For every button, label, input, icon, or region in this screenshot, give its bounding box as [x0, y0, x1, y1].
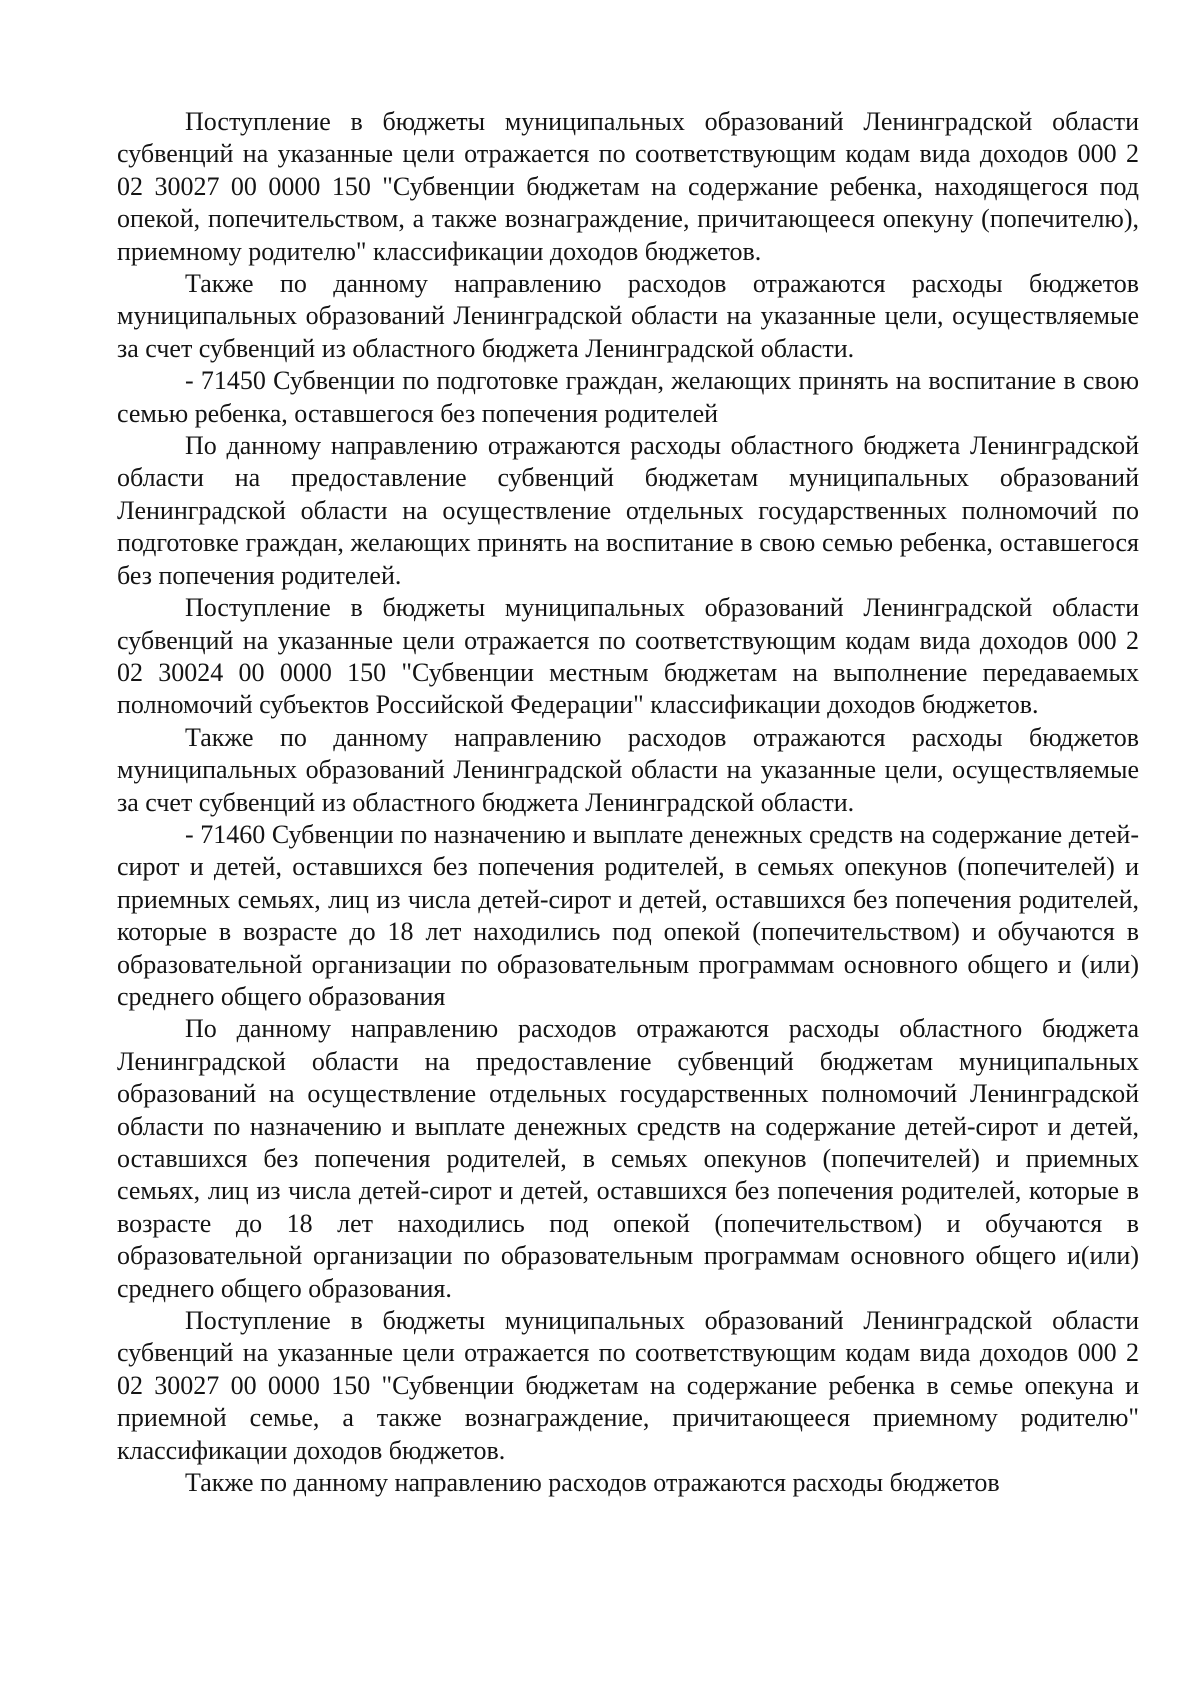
paragraph: Также по данному направлению расходов отражаются расходы бюджетов муниципальных образований Ленинградской области на указанные цели, осуществляемые за счет субвенций из областного бюджета Ленинградской области.: [117, 722, 1139, 817]
paragraph: Поступление в бюджеты муниципальных образований Ленинградской области субвенций на указанные цели отражается по соответствующим кодам вида доходов 000 2 02 30027 00 0000 150 "Субвенции бюджетам на содержание ребенка в семье опекуна и приемной семье, а также вознаграждение, причитающееся приемному родителю" классификации доходов бюджетов.: [117, 1306, 1139, 1465]
paragraph: Также по данному направлению расходов отражаются расходы бюджетов муниципальных образований Ленинградской области на указанные цели, осуществляемые за счет субвенций из областного бюджета Ленинградской области.: [117, 269, 1139, 363]
paragraph: По данному направлению отражаются расходы областного бюджета Ленинградской области на предоставление субвенций бюджетам муниципальных образований Ленинградской области на осуществление отдельных государственных полномочий по подготовке граждан, желающих принять на воспитание в свою семью ребенка, оставшегося без попечения родителей.: [117, 431, 1139, 590]
paragraph: По данному направлению расходов отражаются расходы областного бюджета Ленинградской области на предоставление субвенций бюджетам муниципальных образований на осуществление отдельных государственных полномочий Ленинградской области по назначению и выплате денежных средств на содержание детей-сирот и детей, оставшихся без попечения родителей, в семьях опекунов (попечителей) и приемных семьях, лиц из числа детей-сирот и детей, оставшихся без попечения родителей, которые в возрасте до 18 лет находились под опекой (попечительством) и обучаются в образовательной организации по образовательным программам основного общего и(или) среднего общего образования.: [117, 1014, 1139, 1303]
paragraph: Также по данному направлению расходов отражаются расходы бюджетов: [185, 1468, 1000, 1498]
paragraph: Поступление в бюджеты муниципальных образований Ленинградской области субвенций на указанные цели отражается по соответствующим кодам вида доходов 000 2 02 30027 00 0000 150 "Субвенции бюджетам на содержание ребенка, находящегося под опекой, попечительством, а также вознаграждение, причитающееся опекуну (попечителю), приемному родителю" классификации доходов бюджетов.: [117, 107, 1139, 266]
paragraph: - 71450 Субвенции по подготовке граждан, желающих принять на воспитание в свою семью ребенка, оставшегося без попечения родителей: [117, 366, 1139, 428]
paragraph: - 71460 Субвенции по назначению и выплате денежных средств на содержание детей-сирот и детей, оставшихся без попечения родителей, в семьях опекунов (попечителей) и приемных семьях, лиц из числа детей-сирот и детей, оставшихся без попечения родителей, которые в возрасте до 18 лет находились под опекой (попечительством) и обучаются в образовательной организации по образовательным программам основного общего и (или) среднего общего образования: [117, 819, 1139, 1011]
paragraph: Поступление в бюджеты муниципальных образований Ленинградской области субвенций на указанные цели отражается по соответствующим кодам вида доходов 000 2 02 30024 00 0000 150 "Субвенции местным бюджетам на выполнение передаваемых полномочий субъектов Российской Федерации" классификации доходов бюджетов.: [117, 593, 1139, 720]
document-page: [117, 106, 1139, 1499]
